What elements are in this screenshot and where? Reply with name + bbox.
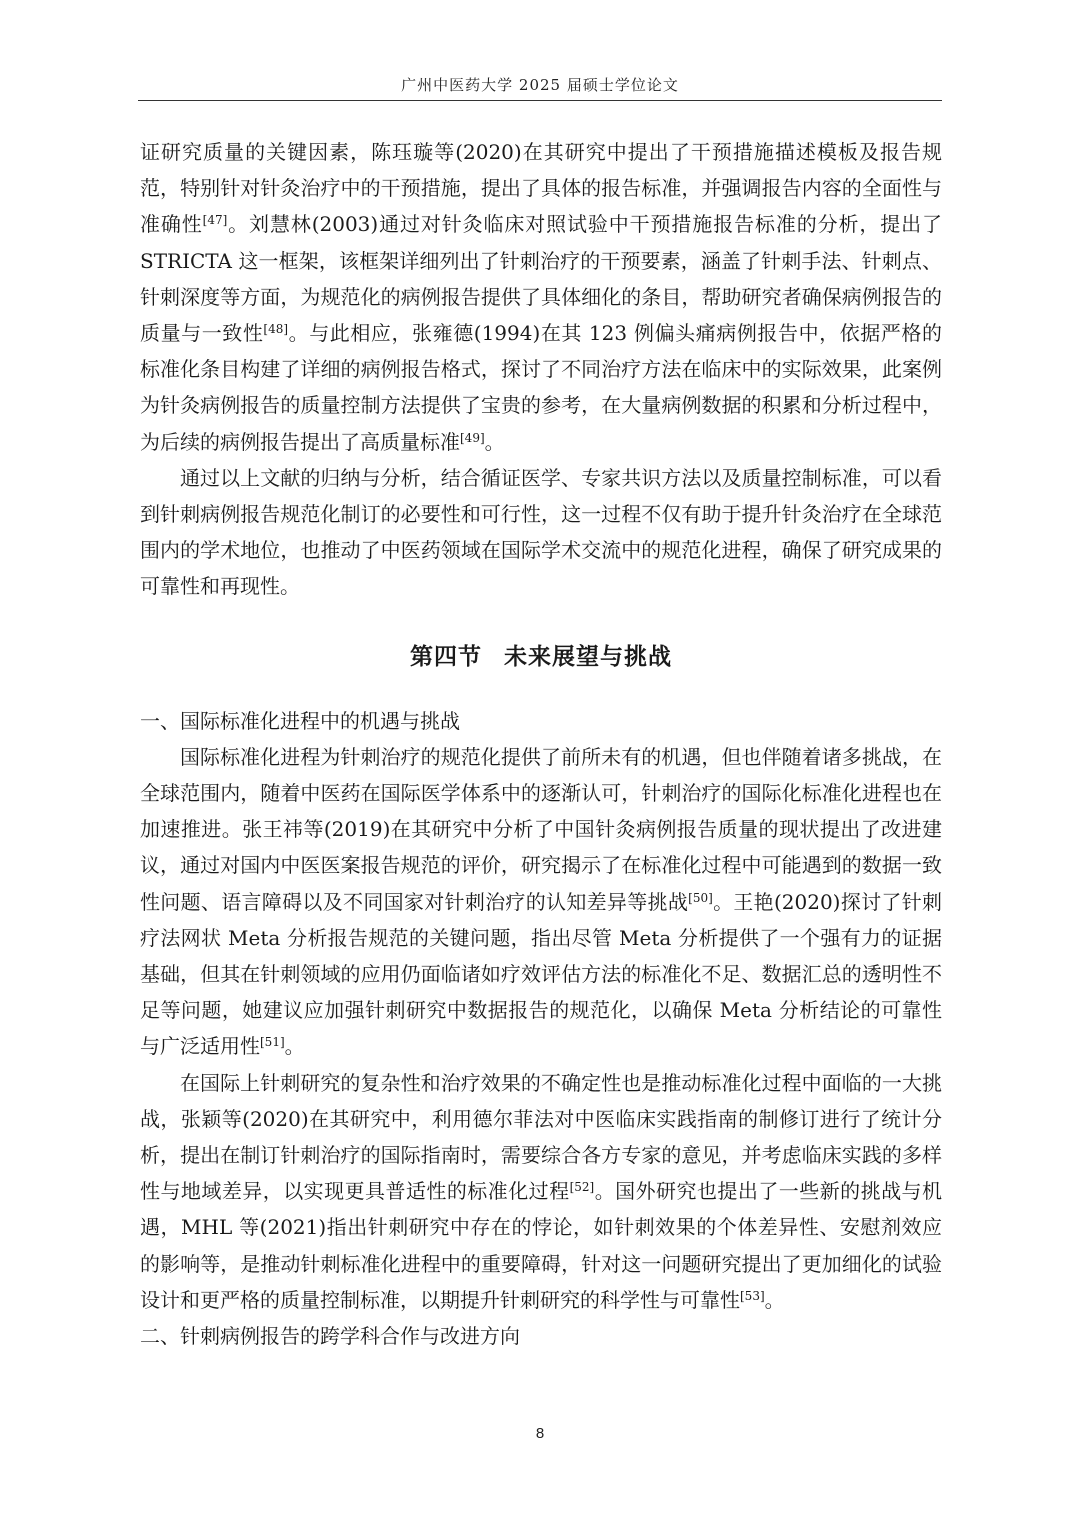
paragraph-text: 。王艳(2020)探讨了针刺疗法网状 Meta 分析报告规范的关键问题，指出尽管 Meta 分析提供了一个强有力的证据基础，但其在针刺领域的应用仍面临诸如疗效评估方法的标准化不足、数据汇总的透明性不足等问题，她建议应加强针刺研究中数据报告的规范化，以确保 Meta 分析结论的可靠性与广泛适用性 bbox=[140, 889, 942, 1059]
citation-ref: [49] bbox=[460, 430, 485, 445]
paragraph-text: 。 bbox=[284, 1034, 305, 1059]
citation-ref: [48] bbox=[263, 322, 289, 337]
paragraph-text: 。国外研究也提出了一些新的挑战与机遇，MHL 等(2021)指出针刺研究中存在的悖论，如针刺效果的个体差异性、安慰剂效应的影响等，是推动针刺标准化进程中的重要障碍，针对这一问题研究提出了更加细化的试验设计和更严格的质量控制标准，以期提升针刺研究的科学性与可靠性 bbox=[140, 1179, 943, 1312]
citation-ref: [50] bbox=[688, 890, 713, 905]
paragraph-text: 在国际上针刺研究的复杂性和治疗效果的不确定性也是推动标准化过程中面临的一大挑战，张颖等(2020)在其研究中，利用德尔菲法对中医临床实践指南的制修订进行了统计分析，提出在制订针刺治疗的国际指南时，需要综合各方专家的意见，并考虑临床实践的多样性与地域差异，以实现更具普适性的标准化过程 bbox=[140, 1070, 942, 1204]
page-body bbox=[140, 134, 942, 1354]
section-heading: 未来展望与挑战 bbox=[504, 643, 672, 670]
paragraph bbox=[140, 460, 942, 605]
section-number: 第四节 bbox=[410, 643, 482, 670]
paragraph-text: 国际标准化进程为针刺治疗的规范化提供了前所未有的机遇，但也伴随着诸多挑战，在全球范围内，随着中医药在国际医学体系中的逐渐认可，针刺治疗的国际化标准化进程也在加速推进。张王祎等(2019)在其研究中分析了中国针灸病例报告质量的现状提出了改进建议，通过对国内中医医案报告规范的评价，研究揭示了在标准化过程中可能遇到的数据一致性问题、语言障碍以及不同国家对针刺治疗的认知差异等挑战 bbox=[140, 744, 942, 914]
citation-ref: [52] bbox=[569, 1180, 595, 1195]
paragraph-text: 证研究质量的关键因素，陈珏璇等(2020)在其研究中提出了干预措施描述模板及报告规范，特别针对针灸治疗中的干预措施，提出了具体的报告标准，并强调报告内容的全面性与准确性 bbox=[140, 140, 942, 237]
paragraph-text: 通过以上文献的归纳与分析，结合循证医学、专家共识方法以及质量控制标准，可以看到针刺病例报告规范化制订的必要性和可行性，这一过程不仅有助于提升针灸治疗在全球范围内的学术地位，也推动了中医药领域在国际学术交流中的规范化进程，确保了研究成果的可靠性和再现性。 bbox=[140, 465, 942, 599]
section-title bbox=[140, 639, 942, 675]
paragraph bbox=[140, 134, 942, 460]
header-rule bbox=[138, 100, 942, 101]
paragraph-text: 。 bbox=[484, 429, 505, 454]
page-number: 8 bbox=[535, 1425, 545, 1442]
paragraph bbox=[140, 1065, 942, 1318]
paragraph-text: 。与此相应，张雍德(1994)在其 123 例偏头痛病例报告中，依据严格的标准化条目构建了详细的病例报告格式，探讨了不同治疗方法在临床中的实际效果，此案例为针灸病例报告的质量控制方法提供了宝贵的参考，在大量病例数据的积累和分析过程中，为后续的病例报告提出了高质量标准 bbox=[140, 321, 942, 454]
subsection-heading: 二、针刺病例报告的跨学科合作与改进方向 bbox=[140, 1324, 520, 1349]
paragraph-text: 。 bbox=[764, 1287, 785, 1312]
paragraph bbox=[140, 739, 942, 1065]
citation-ref: [53] bbox=[740, 1288, 765, 1303]
paragraph-text: 。刘慧林(2003)通过对针灸临床对照试验中干预措施报告标准的分析，提出了 STRICTA 这一框架，该框架详细列出了针刺治疗的干预要素，涵盖了针刺手法、针刺点、针刺深度等方面，为规范化的病例报告提供了具体细化的条目，帮助研究者确保病例报告的质量与一致性 bbox=[140, 212, 943, 346]
citation-ref: [47] bbox=[202, 213, 228, 228]
citation-ref: [51] bbox=[260, 1035, 285, 1050]
subsection-heading: 一、国际标准化进程中的机遇与挑战 bbox=[140, 708, 460, 733]
running-header: 广州中医药大学 2025 届硕士学位论文 bbox=[401, 76, 679, 94]
